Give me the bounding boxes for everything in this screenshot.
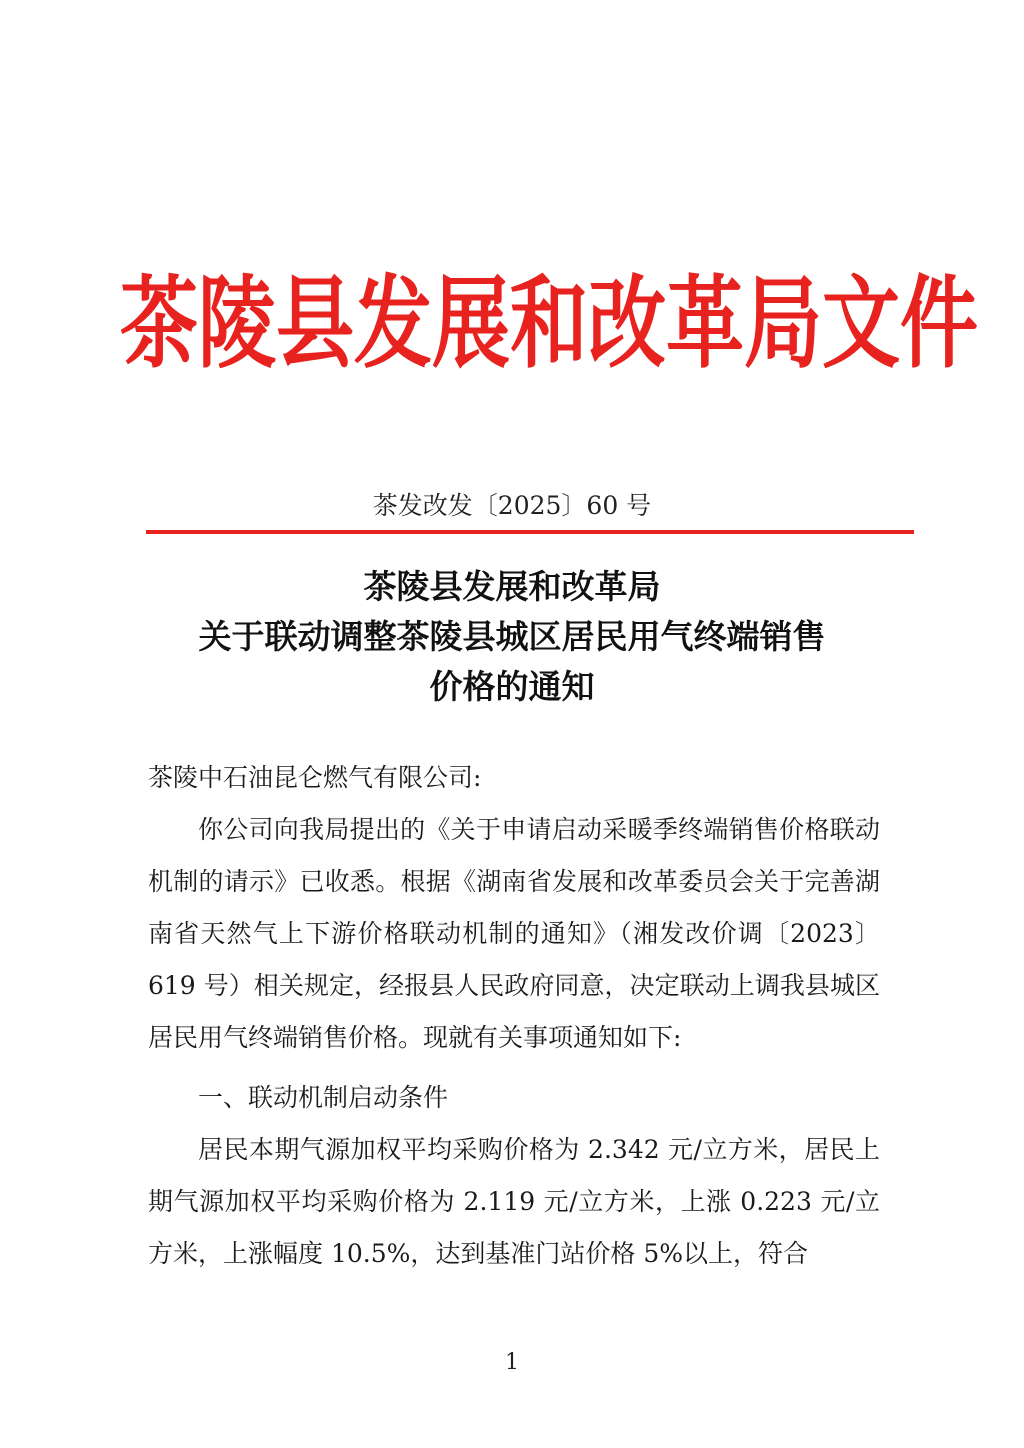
section-heading-1: 一、联动机制启动条件	[198, 1083, 449, 1112]
salutation: 茶陵中石油昆仑燃气有限公司:	[148, 763, 482, 792]
document-title-line-3: 价格的通知	[429, 667, 595, 706]
masthead-title: 茶陵县发展和改革局文件	[120, 267, 979, 383]
body-paragraph-2: 居民本期气源加权平均采购价格为 2.342 元/立方米，居民上期气源加权平均采购价格为 2.119 元/立方米，上涨 0.223 元/立方米，上涨幅度 10.5%，达到基准门站价格 5%以上，符合	[148, 1135, 880, 1268]
document-number: 茶发改发〔2025〕60 号	[372, 491, 652, 520]
document-title-line-1: 茶陵县发展和改革局	[363, 567, 661, 606]
document-title	[120, 562, 904, 712]
body-paragraph-1: 你公司向我局提出的《关于申请启动采暖季终端销售价格联动机制的请示》已收悉。根据《湖南省发展和改革委员会关于完善湖南省天然气上下游价格联动机制的通知》（湘发改价调〔2023〕619 号）相关规定，经报县人民政府同意，决定联动上调我县城区居民用气终端销售价格。现就有关事项通知如下:	[148, 815, 880, 1052]
document-body	[148, 752, 880, 1280]
document-title-line-2: 关于联动调整茶陵县城区居民用气终端销售	[198, 617, 826, 656]
page-number: 1	[505, 1350, 519, 1375]
red-divider-line	[146, 530, 914, 534]
